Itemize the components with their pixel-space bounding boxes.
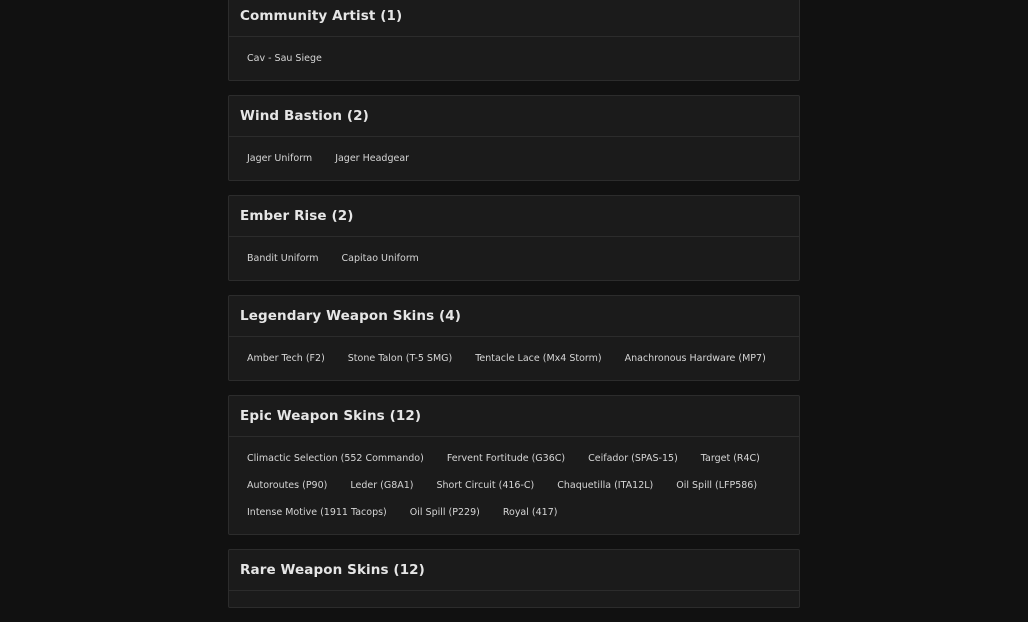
skin-item[interactable]: Leder (G8A1) [350, 480, 414, 491]
skin-item[interactable]: Fervent Fortitude (G36C) [446, 453, 566, 464]
skin-item[interactable]: Tentacle Lace (Mx4 Storm) [475, 353, 602, 364]
category-card-wind-bastion [228, 95, 800, 181]
category-title: Legendary Weapon Skins (4) [229, 296, 799, 337]
skin-item[interactable]: Bandit Uniform [247, 253, 319, 264]
skin-item[interactable]: Ceifador (SPAS-15) [588, 453, 678, 464]
category-items [229, 437, 799, 534]
category-items [229, 337, 799, 380]
skin-category-list [228, 0, 800, 622]
skin-item[interactable]: Short Circuit (416-C) [436, 480, 535, 491]
category-title: Ember Rise (2) [229, 196, 799, 237]
skin-item[interactable]: Oil Spill (LFP586) [676, 480, 758, 491]
skin-item[interactable]: Chaquetilla (ITA12L) [557, 480, 654, 491]
skin-item[interactable]: Stone Talon (T-5 SMG) [347, 353, 453, 364]
skin-item[interactable]: Capitao Uniform [341, 253, 419, 264]
category-items [229, 237, 799, 280]
category-title: Rare Weapon Skins (12) [229, 550, 799, 591]
category-title: Wind Bastion (2) [229, 96, 799, 137]
skin-item[interactable]: Anachronous Hardware (MP7) [624, 353, 766, 364]
skin-item[interactable]: Oil Spill (P229) [409, 507, 480, 518]
skin-item[interactable]: Intense Motive (1911 Tacops) [247, 507, 387, 518]
category-items [229, 591, 799, 607]
category-title: Epic Weapon Skins (12) [229, 396, 799, 437]
skin-item[interactable]: Climactic Selection (552 Commando) [247, 453, 424, 464]
skin-item[interactable]: Cav - Sau Siege [247, 53, 322, 64]
category-items [229, 137, 799, 180]
category-items [229, 37, 799, 80]
skin-item[interactable]: Target (R4C) [700, 453, 760, 464]
skin-item[interactable]: Autoroutes (P90) [247, 480, 328, 491]
category-card-rare-weapon-skins [228, 549, 800, 608]
category-card-legendary-weapon-skins [228, 295, 800, 381]
category-card-community-artist [228, 0, 800, 81]
skin-item[interactable]: Amber Tech (F2) [247, 353, 325, 364]
skin-item[interactable]: Royal (417) [502, 507, 558, 518]
category-card-ember-rise [228, 195, 800, 281]
category-title: Community Artist (1) [229, 0, 799, 37]
skin-item[interactable]: Jager Headgear [335, 153, 410, 164]
category-card-epic-weapon-skins [228, 395, 800, 535]
skin-item[interactable]: Jager Uniform [247, 153, 313, 164]
